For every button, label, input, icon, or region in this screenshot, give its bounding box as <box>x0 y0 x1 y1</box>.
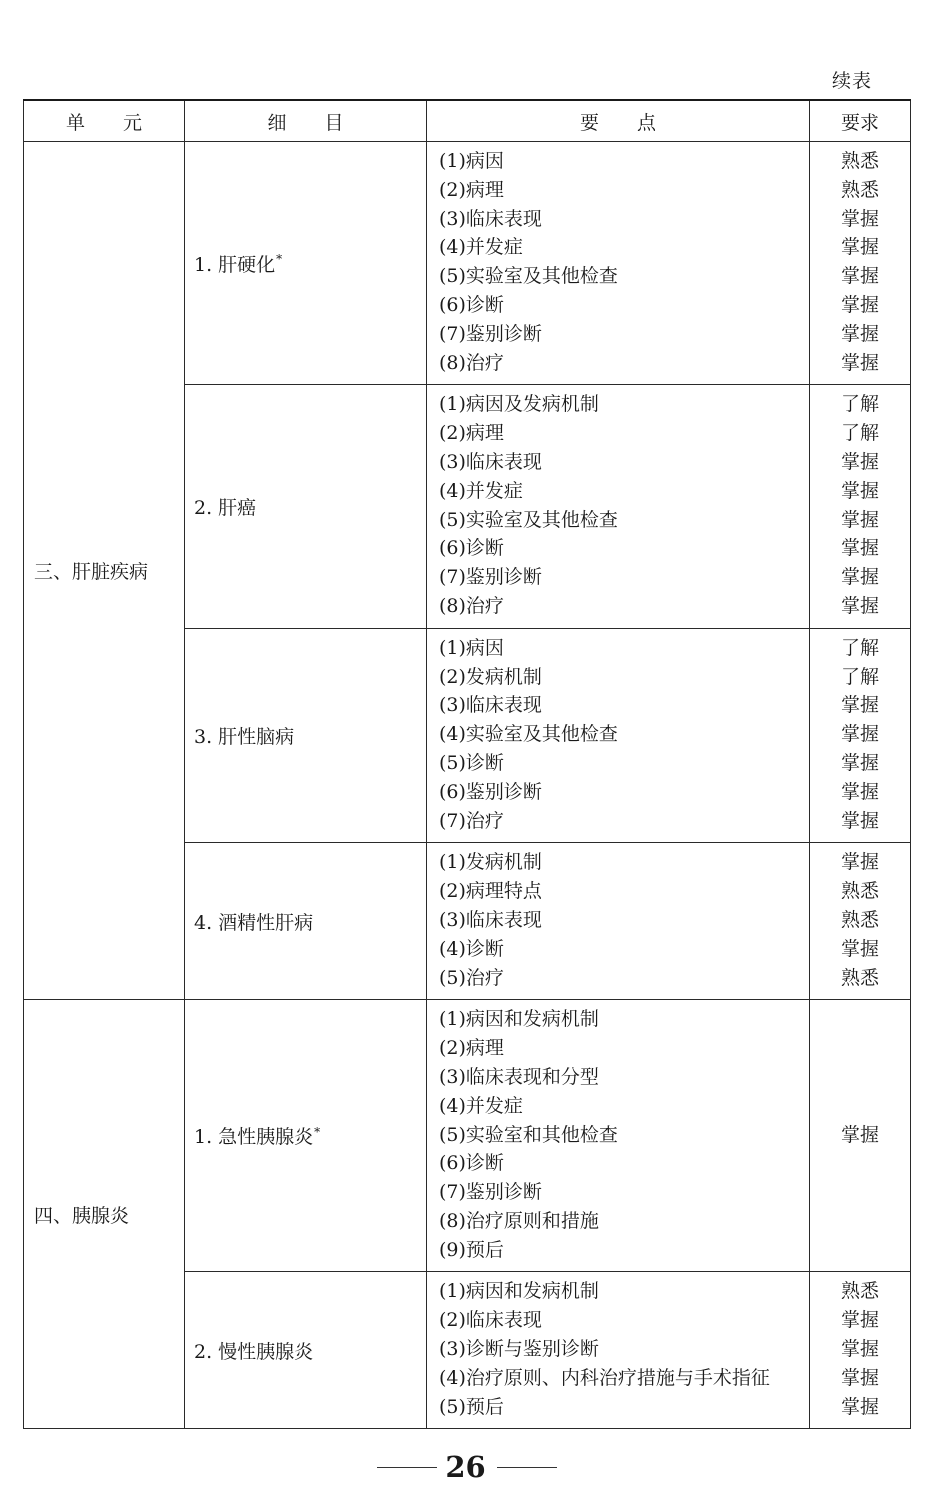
detail-title: 1. 肝硬化 <box>194 253 276 276</box>
requirement-item: 掌握 <box>840 937 879 960</box>
requirement-item: 掌握 <box>840 537 879 560</box>
point-item: (8)治疗 <box>439 351 504 374</box>
point-item: (4)治疗原则、内科治疗措施与手术指征 <box>439 1366 770 1389</box>
point-item: (4)诊断 <box>439 937 504 960</box>
table-row <box>24 1000 911 1272</box>
point-item: (3)临床表现 <box>439 908 542 931</box>
point-item: (7)治疗 <box>439 809 504 832</box>
requirement-item: 掌握 <box>840 566 879 589</box>
detail-cell <box>185 385 427 628</box>
requirement-item: 熟悉 <box>840 966 879 989</box>
point-item: (1)病因和发病机制 <box>439 1008 599 1031</box>
point-item: (1)发病机制 <box>439 851 542 874</box>
point-item: (3)临床表现和分型 <box>439 1065 599 1088</box>
detail-title: 1. 急性胰腺炎 <box>194 1126 314 1149</box>
requirement-item: 熟悉 <box>840 150 879 172</box>
header-requirement: 要求 <box>810 100 911 142</box>
requirement-item: 掌握 <box>840 594 879 617</box>
point-item: (5)实验室和其他检查 <box>439 1123 618 1146</box>
point-item: (8)治疗 <box>439 594 504 617</box>
detail-title: 3. 肝性脑病 <box>194 726 295 749</box>
requirement-item: 掌握 <box>840 207 879 230</box>
header-detail: 细 目 <box>185 100 427 142</box>
requirement-item: 掌握 <box>840 809 879 832</box>
requirement-item: 熟悉 <box>840 1280 879 1303</box>
point-item: (1)病因 <box>439 150 504 172</box>
unit-cell: 四、胰腺炎 <box>24 1000 185 1429</box>
requirement-item: 掌握 <box>840 723 879 746</box>
detail-title: 2. 肝癌 <box>194 497 257 520</box>
page-number: 26 <box>445 1450 486 1484</box>
points-cell <box>427 385 810 628</box>
requirement-item: 熟悉 <box>840 880 879 903</box>
detail-cell <box>185 628 427 843</box>
requirement-item: 了解 <box>840 422 879 445</box>
requirement-item: 了解 <box>840 665 879 688</box>
points-cell <box>427 843 810 1000</box>
point-item: (7)鉴别诊断 <box>439 322 542 345</box>
requirement-item: 掌握 <box>840 1366 879 1389</box>
point-item: (3)临床表现 <box>439 694 542 717</box>
page-footer <box>0 1448 931 1488</box>
header-unit: 单 元 <box>24 100 185 142</box>
detail-cell <box>185 142 427 385</box>
point-item: (6)鉴别诊断 <box>439 780 542 803</box>
point-item: (3)临床表现 <box>439 450 542 473</box>
requirement-item: 了解 <box>840 393 879 416</box>
key-point-star: * <box>276 252 283 267</box>
point-item: (9)预后 <box>439 1238 504 1261</box>
point-item: (5)实验室及其他检查 <box>439 508 618 531</box>
point-item: (3)临床表现 <box>439 207 542 230</box>
point-item: (2)临床表现 <box>439 1309 542 1332</box>
footer-rule-right <box>497 1467 557 1468</box>
requirement-item: 掌握 <box>840 1309 879 1332</box>
point-item: (2)病理特点 <box>439 880 542 903</box>
requirement-item: 掌握 <box>840 780 879 803</box>
requirement-item: 掌握 <box>840 1338 879 1361</box>
requirement-item: 掌握 <box>840 450 879 473</box>
requirement-item: 掌握 <box>840 351 879 374</box>
point-item: (2)病理 <box>439 1037 504 1060</box>
continuation-label: 续表 <box>832 70 873 92</box>
detail-cell <box>185 1272 427 1429</box>
requirement-item: 掌握 <box>840 479 879 502</box>
header-points: 要 点 <box>427 100 810 142</box>
point-item: (1)病因 <box>439 636 504 659</box>
points-cell <box>427 628 810 843</box>
requirement-item: 掌握 <box>840 751 879 774</box>
requirement-item: 掌握 <box>840 1395 879 1418</box>
requirement-cell <box>810 628 911 843</box>
points-cell <box>427 1272 810 1429</box>
points-cell <box>427 1000 810 1272</box>
point-item: (1)病因及发病机制 <box>439 393 599 416</box>
point-item: (7)鉴别诊断 <box>439 1181 542 1204</box>
detail-title: 2. 慢性胰腺炎 <box>194 1340 314 1363</box>
requirement-item: 掌握 <box>840 694 879 717</box>
unit-cell: 三、肝脏疾病 <box>24 142 185 1000</box>
syllabus-table <box>23 99 911 1429</box>
point-item: (8)治疗原则和措施 <box>439 1209 599 1232</box>
table-header-row <box>24 100 911 142</box>
point-item: (7)鉴别诊断 <box>439 566 542 589</box>
point-item: (4)并发症 <box>439 236 523 259</box>
point-item: (5)诊断 <box>439 751 504 774</box>
requirement-item: 掌握 <box>840 322 879 345</box>
requirement-item: 掌握 <box>840 236 879 259</box>
point-item: (5)治疗 <box>439 966 504 989</box>
requirement-item: 熟悉 <box>840 908 879 931</box>
point-item: (3)诊断与鉴别诊断 <box>439 1338 599 1361</box>
requirement-cell <box>810 1272 911 1429</box>
requirement-item: 掌握 <box>840 851 879 874</box>
detail-cell <box>185 1000 427 1272</box>
point-item: (6)诊断 <box>439 537 504 560</box>
point-item: (2)发病机制 <box>439 665 542 688</box>
point-item: (4)并发症 <box>439 479 523 502</box>
requirement-item: 掌握 <box>840 293 879 316</box>
point-item: (1)病因和发病机制 <box>439 1280 599 1303</box>
requirement-item: 掌握 <box>840 265 879 288</box>
point-item: (4)实验室及其他检查 <box>439 723 618 746</box>
detail-title: 4. 酒精性肝病 <box>194 911 314 934</box>
requirement-item: 掌握 <box>840 508 879 531</box>
point-item: (4)并发症 <box>439 1094 523 1117</box>
detail-cell <box>185 843 427 1000</box>
requirement-cell <box>810 843 911 1000</box>
key-point-star: * <box>314 1125 321 1140</box>
point-item: (6)诊断 <box>439 1152 504 1175</box>
point-item: (2)病理 <box>439 422 504 445</box>
requirement-item: 熟悉 <box>840 178 879 201</box>
requirement-cell <box>810 142 911 385</box>
requirement-cell <box>810 1000 911 1272</box>
point-item: (6)诊断 <box>439 293 504 316</box>
table-row <box>24 142 911 385</box>
point-item: (5)预后 <box>439 1395 504 1418</box>
points-cell <box>427 142 810 385</box>
point-item: (2)病理 <box>439 178 504 201</box>
requirement-item: 掌握 <box>840 1123 879 1146</box>
point-item: (5)实验室及其他检查 <box>439 265 618 288</box>
requirement-cell <box>810 385 911 628</box>
requirement-item: 了解 <box>840 636 879 659</box>
